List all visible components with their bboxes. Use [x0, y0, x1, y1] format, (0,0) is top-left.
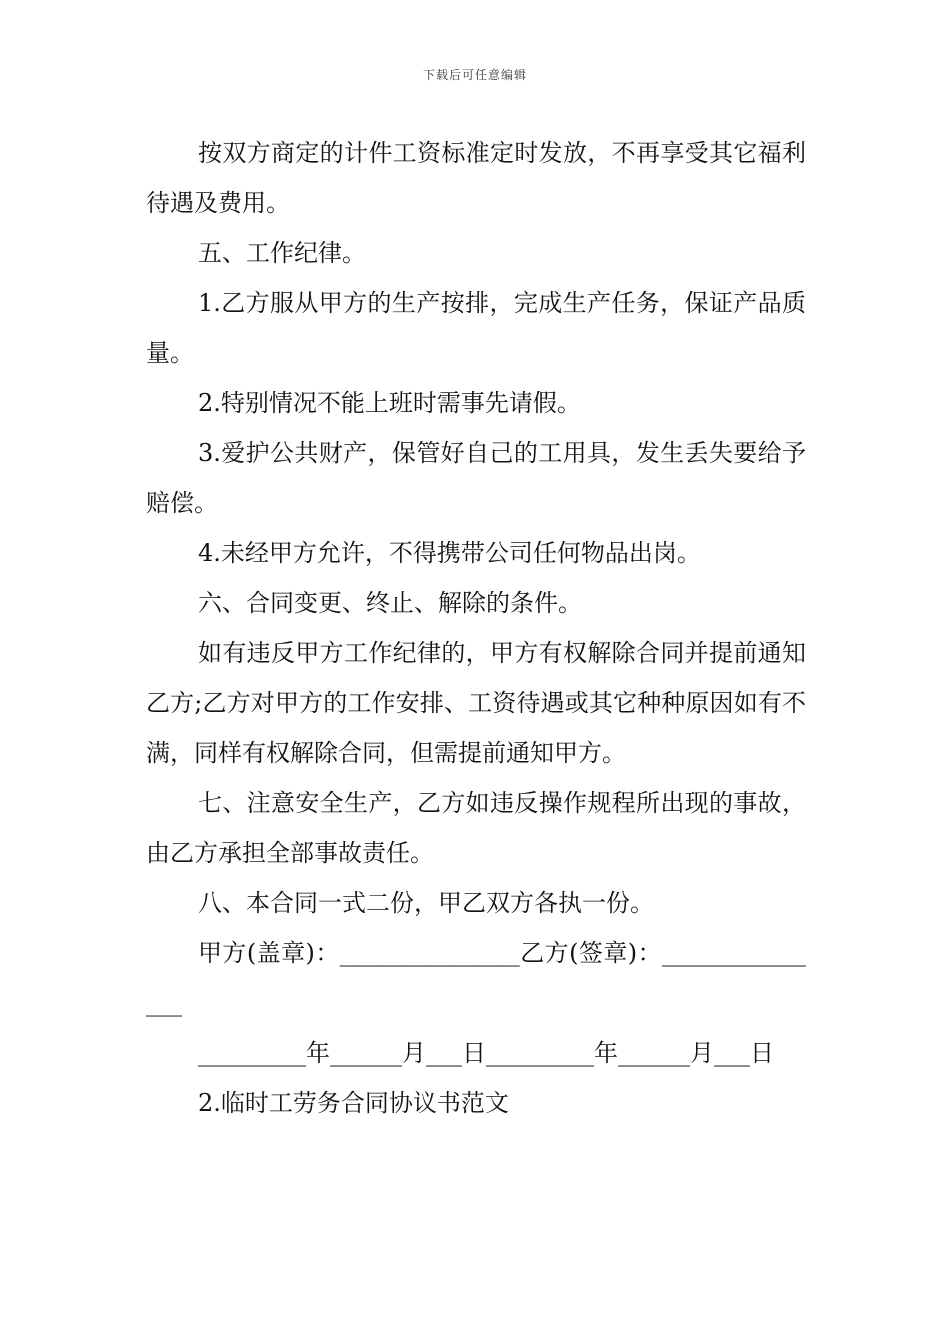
next-section-title: 2.临时工劳务合同协议书范文 — [198, 1089, 509, 1117]
paragraph-wage-payment: 按双方商定的计件工资标准定时发放，不再享受其它福利待遇及费用。 — [146, 139, 806, 217]
paragraph-safety-production: 七、注意安全生产，乙方如违反操作规程所出现的事故，由乙方承担全部事故责任。 — [146, 789, 806, 867]
date-line: _________年______月___日_________年______月___日 — [198, 1039, 774, 1067]
section-heading-work-discipline: 五、工作纪律。 — [198, 239, 366, 267]
signature-line: 甲方(盖章)：_______________乙方(签章)：_______________ — [146, 939, 806, 1017]
paragraph-discipline-item-4: 4.未经甲方允许，不得携带公司任何物品出岗。 — [198, 539, 701, 567]
paragraph-discipline-item-3: 3.爱护公共财产，保管好自己的工用具，发生丢失要给予赔偿。 — [146, 439, 806, 517]
paragraph-copies: 八、本合同一式二份，甲乙双方各执一份。 — [198, 889, 654, 917]
page-header: 下载后可任意编辑 — [422, 68, 527, 82]
section-heading-contract-change: 六、合同变更、终止、解除的条件。 — [198, 589, 582, 617]
document-body — [146, 128, 806, 1128]
paragraph-discipline-item-2: 2.特别情况不能上班时需事先请假。 — [198, 389, 581, 417]
paragraph-termination-conditions: 如有违反甲方工作纪律的，甲方有权解除合同并提前通知乙方;乙方对甲方的工作安排、工资待遇或其它种种原因如有不满，同样有权解除合同，但需提前通知甲方。 — [146, 639, 806, 767]
paragraph-discipline-item-1: 1.乙方服从甲方的生产按排，完成生产任务，保证产品质量。 — [146, 289, 806, 367]
